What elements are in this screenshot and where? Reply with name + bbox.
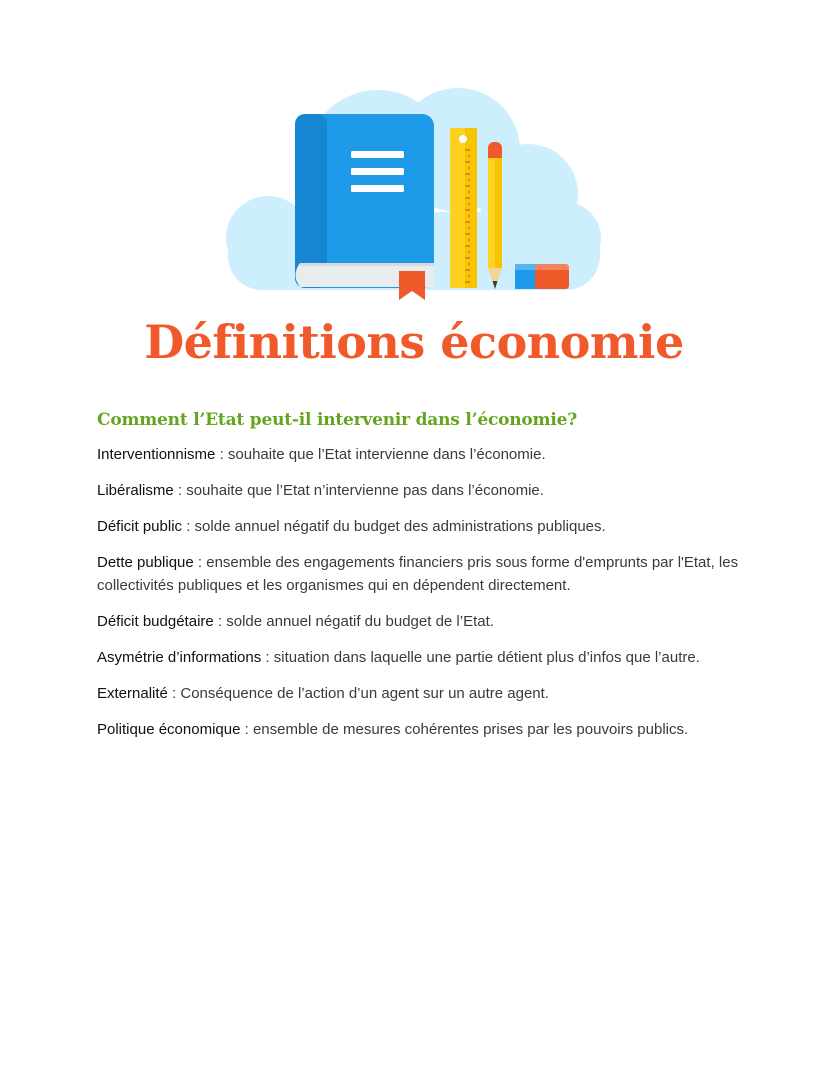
definition-text: : souhaite que l’Etat intervienne dans l’économie. [215, 446, 546, 463]
definition-dette-publique [97, 551, 747, 597]
definition-term: Dette publique [97, 554, 194, 571]
definition-text: : situation dans laquelle une partie détient plus d’infos que l’autre. [261, 649, 700, 666]
section-heading: Comment l’Etat peut-il intervenir dans l’économie? [97, 410, 577, 430]
document-body [97, 406, 747, 754]
book-icon [295, 114, 434, 288]
definition-term: Déficit budgétaire [97, 613, 214, 630]
definition-term: Politique économique [97, 721, 241, 738]
definition-term: Asymétrie d’informations [97, 649, 262, 666]
header-illustration [0, 0, 828, 310]
definition-term: Déficit public [97, 518, 183, 535]
definition-term: Interventionnisme [97, 446, 216, 463]
page-title: Définitions économie [144, 315, 684, 369]
definition-text: : ensemble des engagements financiers pris sous forme d'emprunts par l'Etat, les collectivités publiques et les organismes qui en dépendent directement. [97, 554, 739, 594]
definition-deficit-budgetaire [97, 610, 747, 633]
definition-text: : ensemble de mesures cohérentes prises par les pouvoirs publics. [240, 721, 689, 738]
definition-asymetrie-informations [97, 646, 747, 669]
ruler-icon [450, 128, 477, 288]
definition-deficit-public [97, 515, 747, 538]
definition-term: Externalité [97, 685, 168, 702]
definition-interventionnisme [97, 443, 747, 466]
eraser-icon [515, 264, 569, 289]
definition-term: Libéralisme [97, 482, 174, 499]
definition-text: : souhaite que l’Etat n’intervienne pas dans l’économie. [173, 482, 544, 499]
definition-liberalisme [97, 479, 747, 502]
definition-text: : solde annuel négatif du budget des administrations publiques. [182, 518, 606, 535]
bookmark-icon [399, 271, 425, 300]
definition-text: : Conséquence de l’action d’un agent sur un autre agent. [167, 685, 549, 702]
definition-externalite [97, 682, 747, 705]
pencil-icon [488, 142, 502, 289]
definition-politique-economique [97, 718, 747, 741]
definition-text: : solde annuel négatif du budget de l’Etat. [213, 613, 494, 630]
